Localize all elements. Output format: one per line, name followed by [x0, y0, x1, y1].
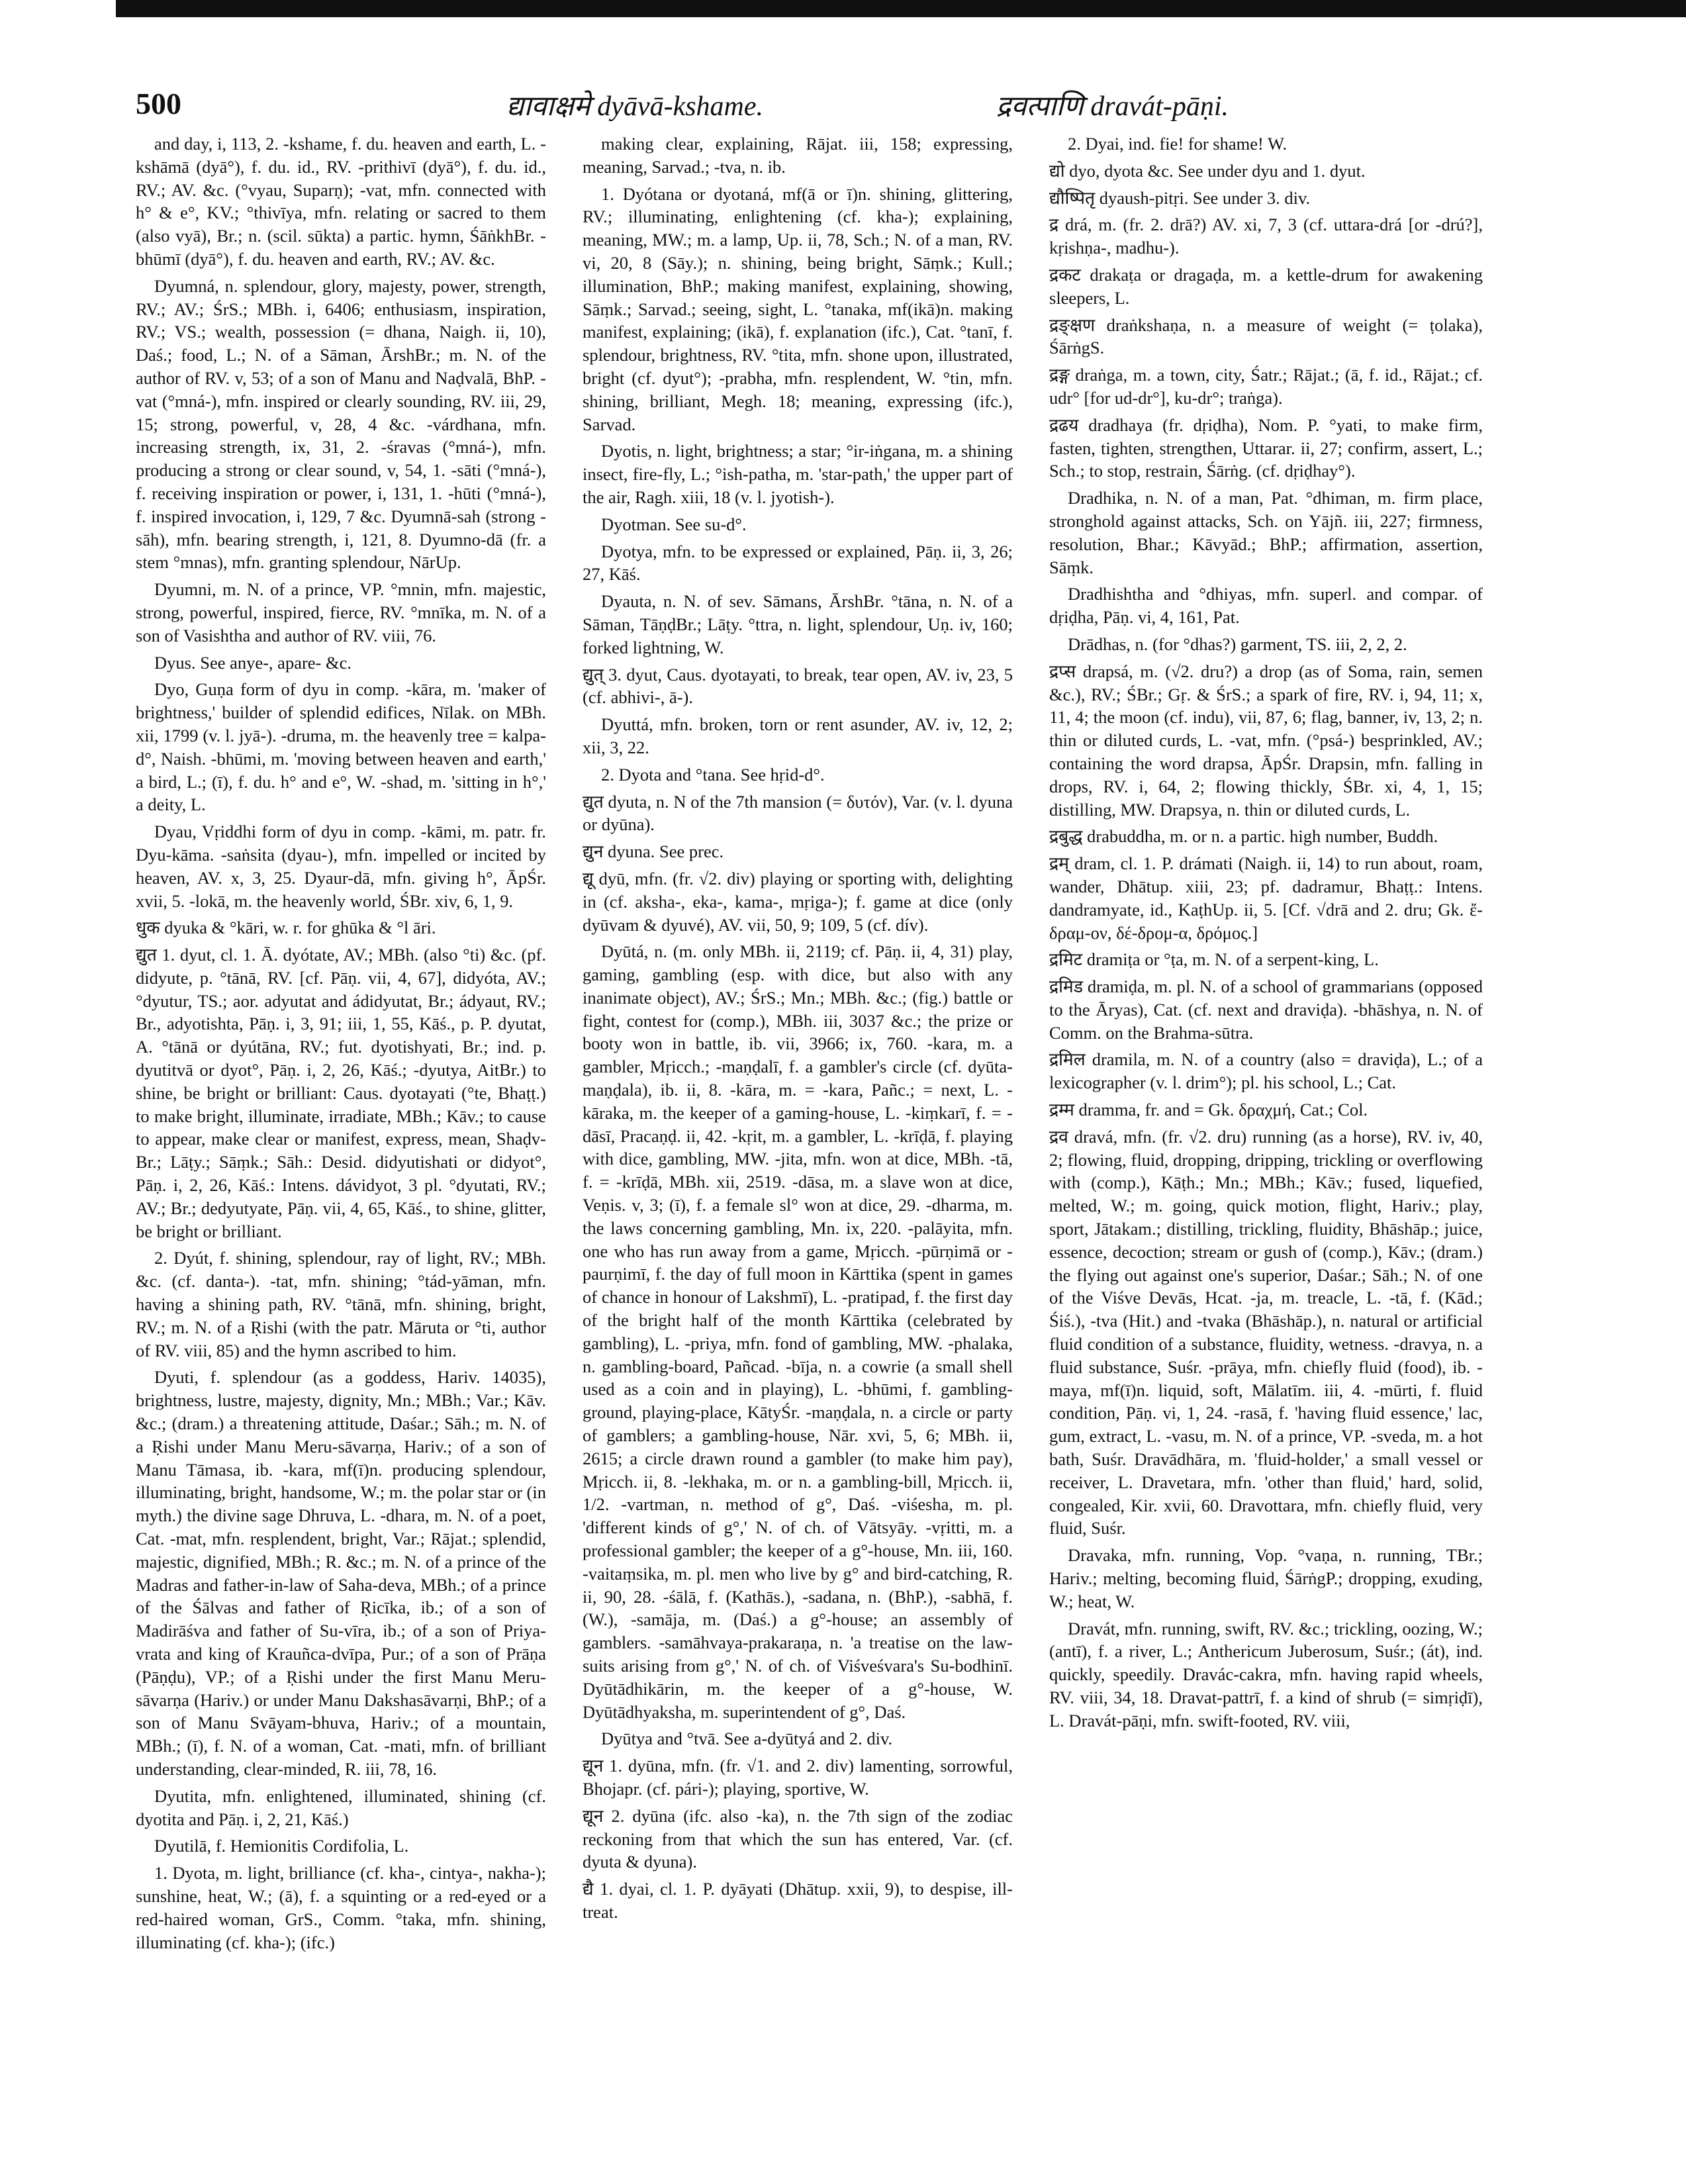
dictionary-entry: 2. Dyút, f. shining, splendour, ray of light, RV.; MBh. &c. (cf. danta-). -tat, mfn. shining; °tád-yāman, mfn. having a shining path, RV. °tānā, mfn. shining, bright, RV.; m. N. of a Ṛishi (with the patr. Māruta or °ti, author of RV. viii, 85) and the hymn ascribed to him. — [136, 1248, 546, 1360]
dictionary-entry: द्युन dyuna. See prec. — [583, 841, 724, 862]
dictionary-entry: Dyus. See anye-, apare- &c. — [154, 652, 351, 673]
dictionary-column-2 — [583, 132, 1013, 2152]
left-running-headword: द्यावाक्षमे dyāvā-kshame. — [506, 91, 764, 122]
dictionary-entry: द्यो dyo, dyota &c. See under dyu and 1. dyut. — [1049, 160, 1366, 181]
dictionary-entry: making clear, explaining, Rājat. iii, 158; expressing, meaning, Sarvad.; -tva, n. ib. — [583, 134, 1013, 177]
dictionary-entry: 1. Dyota, m. light, brilliance (cf. kha-, cintya-, nakha-); sunshine, heat, W.; (ā), f. a squinting or a red-eyed or a red-haired woman, GrS., Comm. °taka, mfn. shining, illuminating (cf. kha-); (ifc.) — [136, 1863, 546, 1952]
page-header — [136, 86, 1605, 126]
page-number: 500 — [136, 87, 181, 120]
top-border-bar — [116, 0, 1686, 17]
dictionary-entry: धुक dyuka & °kāri, w. r. for ghūka & °l āri. — [136, 918, 436, 938]
dictionary-entry: द्युत 1. dyut, cl. 1. Ā. dyótate, AV.; MBh. (also °ti) &c. (pf. didyute, p. °tānā, RV. [cf. Pāṇ. vii, 4, 67], didyóta, AV.; °dyutur, TS.; aor. adyutat and ádidyutat, Br.; ádyaut, RV.; Br., adyotishta, Pāṇ. i, 3, 91; iii, 1, 55, Kāś., p. P. dyutat, A. °tānā or dyútāna, RV.; fut. dyotishyati, Br.; ind. p. dyutitvā or dyot°, Pāṇ. i, 2, 26, Kāś.; -dyutya, AitBr.) to shine, be bright or brilliant: Caus. dyotayati (°te, Bhaṭṭ.) to make bright, illuminate, irradiate, MBh.; Kāv.; to cause to appear, make clear or manifest, express, mean, Shaḍv-Br.; Lāṭy.; Sāṃk.; Sāh.: Desid. didyutishati or didyot°, Pāṇ. i, 2, 26, Kāś.: Intens. dávidyot, 3 pl. °dyutati, RV.; AV.; Br.; dedyutyate, Pāṇ. vii, 4, 65, Kāś., to shine, glitter, be bright or brilliant. — [136, 945, 546, 1241]
dictionary-entry: द्रबुद्ध drabuddha, m. or n. a partic. high number, Buddh. — [1049, 826, 1438, 847]
right-running-headword: द्रवत्पाणि dravát-pāṇi. — [996, 91, 1229, 122]
dictionary-entry: द्रमिट dramiṭa or °ṭa, m. N. of a serpent-king, L. — [1049, 949, 1379, 970]
dictionary-entry: Dyuti, f. splendour (as a goddess, Hariv. 14035), brightness, lustre, majesty, dignity, Mn.; MBh.; Var.; Kāv. &c.; (dram.) a threatening attitude, Daśar.; Sāh.; m. N. of a Ṛishi under Manu Meru-sāvarṇa, Hariv.; of a son of Manu Tāmasa, ib. -kara, mf(ī)n. producing splendour, illuminating, bright, handsome, W.; m. the polar star or (in myth.) the divine sage Dhruva, L. -dhara, m. N. of a poet, Cat. -mat, mfn. resplendent, bright, Var.; Rājat.; splendid, majestic, dignified, MBh.; R. &c.; m. N. of a prince of the Madras and father-in-law of Saha-deva, MBh.; of a prince of the Śālvas and father of Ṛicīka, ib.; of a son of Madirāśva and father of Su-vīra, ib.; of a son of Priya-vrata and king of Krauñca-dvīpa, Pur.; of a son of Prāṇa (Pāṇḍu), VP.; of a Ṛishi under the first Manu Meru-sāvarṇa (Hariv.) or under Manu Dakshasāvarṇi, BhP.; of a son of Manu Svāyam-bhuva, Hariv.; of a mountain, MBh.; (ī), f. N. of a woman, Cat. -mati, mfn. of brilliant understanding, clear-minded, R. iii, 78, 16. — [136, 1367, 546, 1779]
dictionary-entry: Dyo, Guṇa form of dyu in comp. -kāra, m. 'maker of brightness,' builder of splendid edifices, Nīlak. on MBh. xii, 1799 (v. l. jyā-). -druma, m. the heavenly tree = kalpa-d°, Naish. -bhūmi, m. 'moving between heaven and earth,' a bird, L.; (ī), f. du. h° and e°, W. -shad, m. 'sitting in h°,' a deity, L. — [136, 679, 546, 815]
dictionary-entry: Dyutilā, f. Hemionitis Cordifolia, L. — [154, 1836, 409, 1856]
dictionary-entry: Dyau, Vṛiddhi form of dyu in comp. -kāmi, m. patr. fr. Dyu-kāma. -saṅsita (dyau-), mfn. impelled or incited by heaven, AV. x, 3, 25. Dyaur-dā, mfn. giving h°, ĀpŚr. xvii, 5. -lokā, m. the heavenly world, ŚBr. xiv, 6, 1, 9. — [136, 822, 546, 911]
dictionary-column-1 — [136, 132, 546, 2152]
dictionary-entry: द्रमिल dramila, m. N. of a country (also = draviḍa), L.; of a lexicographer (v. l. drim°); pl. his school, L.; Cat. — [1049, 1049, 1483, 1093]
dictionary-entry: द्रढय dradhaya (fr. dṛiḍha), Nom. P. °yati, to make firm, fasten, tighten, strengthen, Uttarar. ii, 27; confirm, assert, L.; Sch.; to stop, restrain, Śārṅg. (cf. dṛiḍhay°). — [1049, 414, 1483, 481]
dictionary-entry: Dravát, mfn. running, swift, RV. &c.; trickling, oozing, W.; (antī), f. a river, L.; Anthericum Juberosum, Suśr.; (át), ind. quickly, speedily. Dravác-cakra, mfn. having rapid wheels, RV. viii, 34, 18. Dravat-pattrī, f. a kind of shrub (= simṛiḍī), L. Dravát-pāṇi, mfn. swift-footed, RV. viii, — [1049, 1618, 1483, 1731]
dictionary-entry: द्युत् 3. dyut, Caus. dyotayati, to break, tear open, AV. iv, 23, 5 (cf. abhivi-, ā-). — [583, 664, 1013, 708]
dictionary-entry: द्यू dyū, mfn. (fr. √2. div) playing or sporting with, delighting in (cf. aksha-, eka-, kama-, mṛiga-); f. game at dice (only dyūvam & dyuvé), AV. vii, 50, 9; 109, 5 (cf. dív). — [583, 868, 1013, 935]
dictionary-entry: Dyotis, n. light, brightness; a star; °ir-iṅgana, m. a shining insect, fire-fly, L.; °ish-patha, m. 'star-path,' the upper part of the air, Ragh. xiii, 18 (v. l. jyotish-). — [583, 441, 1013, 507]
dictionary-entry: Dravaka, mfn. running, Vop. °vaṇa, n. running, TBr.; Hariv.; melting, becoming fluid, ŚārṅgP.; dropping, exuding, W.; heat, W. — [1049, 1545, 1483, 1611]
dictionary-entry: द्रङ्क्षण draṅkshaṇa, n. a measure of weight (= ṭolaka), ŚārṅgS. — [1049, 314, 1483, 358]
dictionary-entry: Dyutita, mfn. enlightened, illuminated, shining (cf. dyotita and Pāṇ. i, 2, 21, Kāś.) — [136, 1785, 546, 1829]
dictionary-entry: द्रप्स drapsá, m. (√2. dru?) a drop (as of Soma, rain, semen &c.), RV.; ŚBr.; Gṛ. & ŚrS.; a spark of fire, RV. i, 94, 11; x, 11, 4; the moon (cf. indu), vii, 87, 6; flag, banner, iv, 13, 2; n. thin or diluted curds, L. -vat, mfn. (°psá-) besprinkled, AV.; containing the word drapsa, ĀpŚr. Drapsin, mfn. falling in drops, RV. i, 64, 2; flowing thickly, ŚBr. xi, 4, 1, 15; distilling, MW. Drapsya, n. thin or diluted curds, L. — [1049, 661, 1483, 820]
dictionary-entry: Dyotman. See su-d°. — [601, 514, 747, 534]
dictionary-entry: 2. Dyota and °tana. See hṛid-d°. — [601, 764, 825, 784]
dictionary-entry: and day, i, 113, 2. -kshame, f. du. heaven and earth, L. -kshāmā (dyā°), f. du. id., RV. -prithivī (dyā°), f. du. id., RV.; AV. &c. (°vyau, Suparṇ); -vat, mfn. connected with h° & e°, KV.; °thivīya, mfn. relating or sacred to them (also vyā), Br.; n. (scil. sūkta) a partic. hymn, ŚāṅkhBr. -bhūmī (dyā°), f. du. heaven and earth, RV.; AV. &c. — [136, 134, 546, 269]
dictionary-entry: द्रकट drakaṭa or dragaḍa, m. a kettle-drum for awakening sleepers, L. — [1049, 264, 1483, 308]
dictionary-entry: द्रमिड dramiḍa, m. pl. N. of a school of grammarians (opposed to the Āryas), Cat. (cf. next and draviḍa). -bhāshya, n. N. of Comm. on the Brahma-sūtra. — [1049, 976, 1483, 1043]
dictionary-entry: Dradhishtha and °dhiyas, mfn. superl. and compar. of dṛiḍha, Pāṇ. vi, 4, 161, Pat. — [1049, 584, 1483, 628]
dictionary-entry: द्यै 1. dyai, cl. 1. P. dyāyati (Dhātup. xxii, 9), to despise, ill-treat. — [583, 1879, 1013, 1922]
dictionary-entry: Dyumná, n. splendour, glory, majesty, power, strength, RV.; AV.; ŚrS.; MBh. i, 6406; enthusiasm, inspiration, RV.; VS.; wealth, possession (= dhana, Naigh. ii, 10), Daś.; food, L.; N. of a Sāman, ĀrshBr.; m. N. of the author of RV. v, 53; of a son of Manu and Naḍvalā, BhP. -vat (°mná-), mfn. inspired or clearly sounding, RV. iii, 29, 15; strong, powerful, v, 28, 4 &c. -várdhana, mfn. increasing strength, ix, 31, 2. -śravas (°mná-), mfn. producing a strong or clear sound, v, 54, 1. -sāti (°mná-), f. receiving inspiration or power, i, 131, 1. -hūti (°mná-), f. inspired invocation, i, 129, 7 &c. Dyumnā-sah (strong -sāh), mfn. bearing strength, i, 121, 8. Dyumno-dā (fr. a stem °mnas), mfn. granting splendour, NārUp. — [136, 275, 546, 573]
dictionary-entry: द्रम् dram, cl. 1. P. drámati (Naigh. ii, 14) to run about, roam, wander, Dhātup. xiii, 23; pf. dadramur, Bhaṭṭ.: Intens. dandramyate, id., KaṭhUp. ii, 5. [Cf. √drā and 2. dru; Gk. ἔ-δραμ-ον, δέ-δρομ-α, δρόμος.] — [1049, 853, 1483, 943]
dictionary-entry: द्यून 1. dyūna, mfn. (fr. √1. and 2. div) lamenting, sorrowful, Bhojapr. (cf. pári-); playing, sportive, W. — [583, 1756, 1013, 1799]
dictionary-entry: 1. Dyótana or dyotaná, mf(ā or ī)n. shining, glittering, RV.; illuminating, enlightening (cf. kha-); explaining, meaning, MW.; m. a lamp, Up. ii, 78, Sch.; N. of a man, RV. vi, 20, 8 (Sāy.); n. shining, being bright, Sāṃk.; Kull.; illumination, BhP.; making manifest, explaining, showing, Sāṃk.; Sarvad.; seeing, sight, L. °tanaka, mf(ikā)n. making manifest, explaining; (ikā), f. explanation (ifc.), Cat. °tanī, f. splendour, brightness, RV. °tita, mfn. shone upon, illustrated, bright (cf. dyut°); -prabha, mfn. resplendent, W. °tin, mfn. shining, brilliant, Megh. 18; meaning, expressing (ifc.), Sarvad. — [583, 183, 1013, 434]
dictionary-entry: द्रव dravá, mfn. (fr. √2. dru) running (as a horse), RV. iv, 40, 2; flowing, fluid, dropping, dripping, trickling or overflowing with (comp.), Kāṭh.; Mn.; MBh.; Kāv.; fused, liquefied, melted, W.; m. going, quick motion, flight, Hariv.; play, sport, Jātakam.; distilling, trickling, fluidity, Bhāshāp.; juice, essence, decoction; stream or gush of (comp.), Kāv.; (dram.) the flying out against one's superior, Daśar.; Sāh.; N. of one of the Viśve Devās, Hcat. -ja, m. treacle, L. -tā, f. (Kād.; Śiś.), -tva (Hit.) and -tvaka (Bhāshāp.), n. natural or artificial fluid condition of a substance, fluidity, wetness. -dravya, n. a fluid substance, Suśr. -prāya, mfn. chiefly fluid (food), ib. -maya, mf(ī)n. liquid, soft, Mālatīm. iii, 4. -mūrti, f. fluid condition, Pāṇ. vi, 1, 24. -rasā, f. 'having fluid essence,' lac, gum, extract, L. -vasu, m. N. of a prince, VP. -sveda, m. a hot bath, Suśr. Dravādhāra, m. 'fluid-holder,' a small vessel or receiver, L. Dravetara, mfn. 'other than fluid,' hard, solid, congealed, Kir. xvii, 60. Dravottara, mfn. chiefly fluid, very fluid, Suśr. — [1049, 1126, 1483, 1539]
dictionary-entry: Dyūtya and °tvā. See a-dyūtyá and 2. div. — [601, 1729, 893, 1749]
dictionary-entry: द्यौष्पितृ dyaush-pitṛi. See under 3. div. — [1049, 187, 1311, 208]
dictionary-column-3 — [1049, 132, 1483, 2152]
dictionary-entry: Dyauta, n. N. of sev. Sāmans, ĀrshBr. °tāna, n. N. of a Sāman, TāṇḍBr.; Lāṭy. °ttra, n. light, splendour, Uṇ. iv, 160; forked lightning, W. — [583, 591, 1013, 657]
dictionary-entry: द्युत dyuta, n. N of the 7th mansion (= δυτόν), Var. (v. l. dyuna or dyūna). — [583, 791, 1013, 835]
dictionary-entry: द्रङ्ग draṅga, m. a town, city, Śatr.; Rājat.; (ā, f. id., Rājat.; cf. udr° [for ud-dr°], ku-dr°; traṅga). — [1049, 365, 1483, 408]
dictionary-entry: Dyuttá, mfn. broken, torn or rent asunder, AV. iv, 12, 2; xii, 3, 22. — [583, 714, 1013, 757]
dictionary-entry: 2. Dyai, ind. fie! for shame! W. — [1068, 134, 1288, 154]
dictionary-entry: द्रम्म dramma, fr. and = Gk. δραχμή, Cat.; Col. — [1049, 1100, 1368, 1120]
dictionary-entry: Dyūtá, n. (m. only MBh. ii, 2119; cf. Pāṇ. ii, 4, 31) play, gaming, gambling (esp. with dice, but also with any inanimate object), AV.; ŚrS.; Mn.; MBh. &c.; (fig.) battle or fight, contest for (comp.), MBh. iii, 3037 &c.; the prize or booty won in battle, ib. vii, 3966; ix, 760. -kara, m. a gambler, Mṛicch.; -maṇḍalī, f. a gambler's circle (cf. dyūta-maṇḍala), ib. ii, 8. -kāra, m. = -kara, Pañc.; = next, L. -kāraka, m. the keeper of a gaming-house, L. -kiṃkarī, f. = -dāsī, Pracaṇḍ. ii, 42. -kṛit, m. a gambler, L. -krīḍā, f. playing with dice, gambling, MW. -jita, mfn. won at dice, MBh. -tā, f. = -krīḍā, MBh. xii, 2519. -dāsa, m. a slave won at dice, Veṇis. v, 3; (ī), f. a female sl° won at dice, 29. -dharma, m. the laws concerning gambling, Mn. ix, 220. -palāyita, mfn. one who has run away from a game, Mṛicch. -pūrṇimā or -paurṇimī, f. the day of full moon in Kārttika (spent in games of chance in honour of Lakshmī), L. -pratipad, f. the first day of the bright half of the month Kārttika (celebrated by gambling), L. -priya, mfn. fond of gambling, MW. -phalaka, n. gambling-board, Pañcad. -bīja, n. a cowrie (a small shell used as a coin and in playing), L. -bhūmi, f. gambling-ground, playing-place, KātyŚr. -maṇḍala, n. a circle or party of gamblers; a gambling-house, Nār. xvi, 5, 6; MBh. ii, 2615; a circle drawn round a gambler (to make him pay), Mṛicch. ii, 8. -lekhaka, m. or n. a gambling-bill, Mṛicch. ii, 1/2. -vartman, n. method of g°, Daś. -viśesha, m. pl. 'different kinds of g°,' N. of ch. of Vātsyāy. -vṛitti, m. a professional gambler; the keeper of a g°-house, Mn. iii, 160. -vaitaṃsika, m. pl. men who live by g° and bird-catching, R. ii, 90, 28. -śālā, f. (Kathās.), -sadana, n. (BhP.), -sabhā, f. (W.), -samāja, m. (Daś.) a g°-house; an assembly of gamblers. -samāhvaya-prakaraṇa, n. 'a treatise on the law-suits arising from g°,' N. of ch. of Viśveśvara's Su-bodhinī. Dyūtādhikārin, m. the keeper of a g°-house, W. Dyūtādhyaksha, m. superintendent of g°, Daś. — [583, 941, 1013, 1722]
dictionary-entry: Dradhika, n. N. of a man, Pat. °dhiman, m. firm place, stronghold against attacks, Sch. on Yājñ. iii, 227; firmness, resolution, Bhar.; Kāvyād.; BhP.; affirmation, assertion, Sāṃk. — [1049, 488, 1483, 577]
dictionary-entry: द्यून 2. dyūna (ifc. also -ka), n. the 7th sign of the zodiac reckoning from that which the sun has entered, Var. (cf. dyuta & dyuna). — [583, 1805, 1013, 1872]
dictionary-entry: द्र drá, m. (fr. 2. drā?) AV. xi, 7, 3 (cf. uttara-drá [or -drú?], kṛishṇa-, madhu-). — [1049, 214, 1483, 258]
dictionary-entry: Dyotya, mfn. to be expressed or explained, Pāṇ. ii, 3, 26; 27, Kāś. — [583, 541, 1013, 585]
dictionary-entry: Drādhas, n. (for °dhas?) garment, TS. iii, 2, 2, 2. — [1068, 634, 1407, 654]
dictionary-entry: Dyumni, m. N. of a prince, VP. °mnin, mfn. majestic, strong, powerful, inspired, fierce, RV. °mnīka, m. N. of a son of Vasishtha and author of RV. viii, 76. — [136, 579, 546, 645]
